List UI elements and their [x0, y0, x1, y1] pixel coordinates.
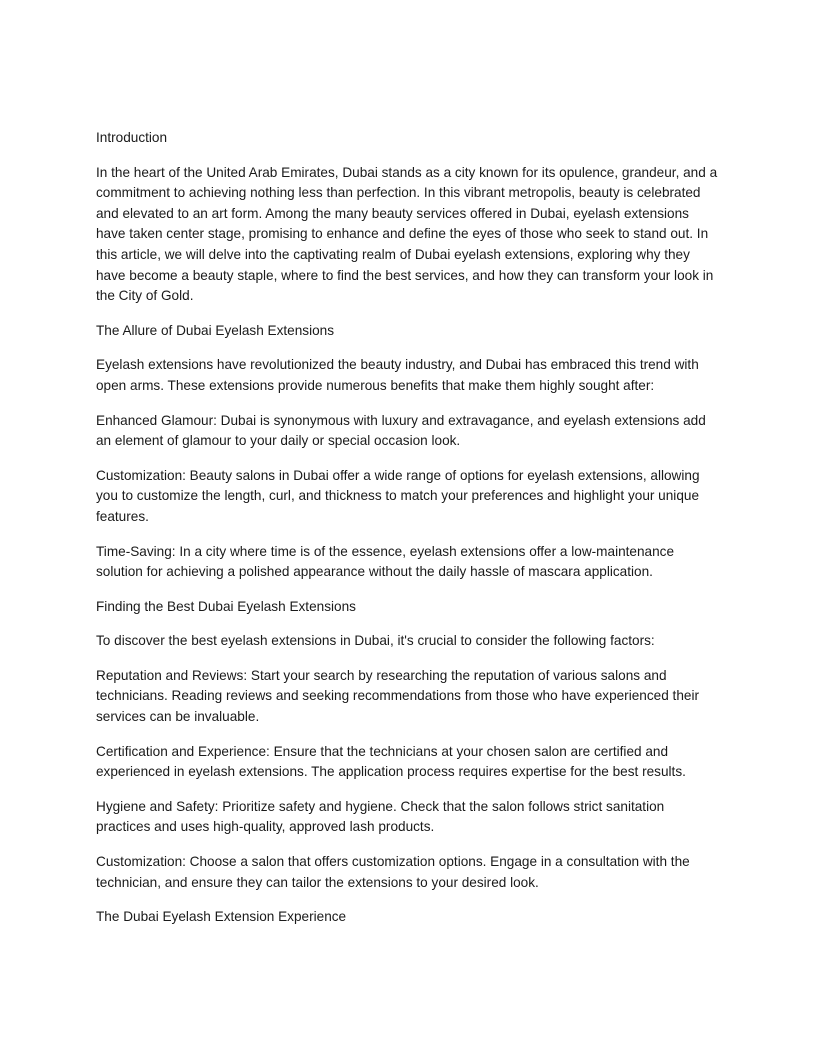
heading-introduction: Introduction — [96, 130, 168, 145]
paragraph-allure-body: Eyelash extensions have revolutionized the beauty industry, and Dubai has embraced this trend with open arms. These extensions provide numerous benefits that make them highly sought after: — [96, 357, 699, 393]
heading-allure: The Allure of Dubai Eyelash Extensions — [96, 322, 335, 338]
heading-finding-best: Finding the Best Dubai Eyelash Extensions — [96, 598, 356, 614]
paragraph-customization-options: Customization: Beauty salons in Dubai offer a wide range of options for eyelash extensions, allowing you to customize the length, curl, and thickness to match your preferences and highlight your unique features. — [96, 467, 700, 524]
paragraph-intro-body: In the heart of the United Arab Emirates, Dubai stands as a city known for its opulence, grandeur, and a commitment to achieving nothing less than perfection. In this vibrant metropolis, beauty is celebrated and elevated to an art form. Among the many beauty services offered in Dubai, eyelash extensions have taken center stage, promising to enhance and define the eyes of those who seek to stand out. In this article, we will delve into the captivating realm of Dubai eyelash extensions, exploring why they have become a beauty staple, where to find the best services, and how they can transform your look in the City of Gold. — [96, 164, 718, 304]
heading-experience: The Dubai Eyelash Extension Experience — [96, 909, 347, 925]
document-page — [96, 128, 720, 942]
paragraph-time-saving: Time-Saving: In a city where time is of the essence, eyelash extensions offer a low-maintenance solution for achieving a polished appearance without the daily hassle of mascara application. — [96, 543, 675, 580]
paragraph-enhanced-glamour: Enhanced Glamour: Dubai is synonymous with luxury and extravagance, and eyelash extensions add an element of glamour to your daily or special occasion look. — [96, 412, 706, 449]
paragraph-certification-experience: Certification and Experience: Ensure that the technicians at your chosen salon are certified and experienced in eyelash extensions. The application process requires expertise for the best results. — [96, 743, 686, 780]
paragraph-customization-salon: Customization: Choose a salon that offers customization options. Engage in a consultation with the technician, and ensure they can tailor the extensions to your desired look. — [96, 854, 690, 890]
paragraph-hygiene-safety: Hygiene and Safety: Prioritize safety and hygiene. Check that the salon follows strict sanitation practices and uses high-quality, approved lash products. — [96, 798, 665, 835]
paragraph-reputation-reviews: Reputation and Reviews: Start your search by researching the reputation of various salons and technicians. Reading reviews and seeking recommendations from those who have experienced their services can be invaluable. — [96, 667, 699, 725]
paragraph-finding-intro: To discover the best eyelash extensions in Dubai, it's crucial to consider the following factors: — [96, 633, 655, 649]
